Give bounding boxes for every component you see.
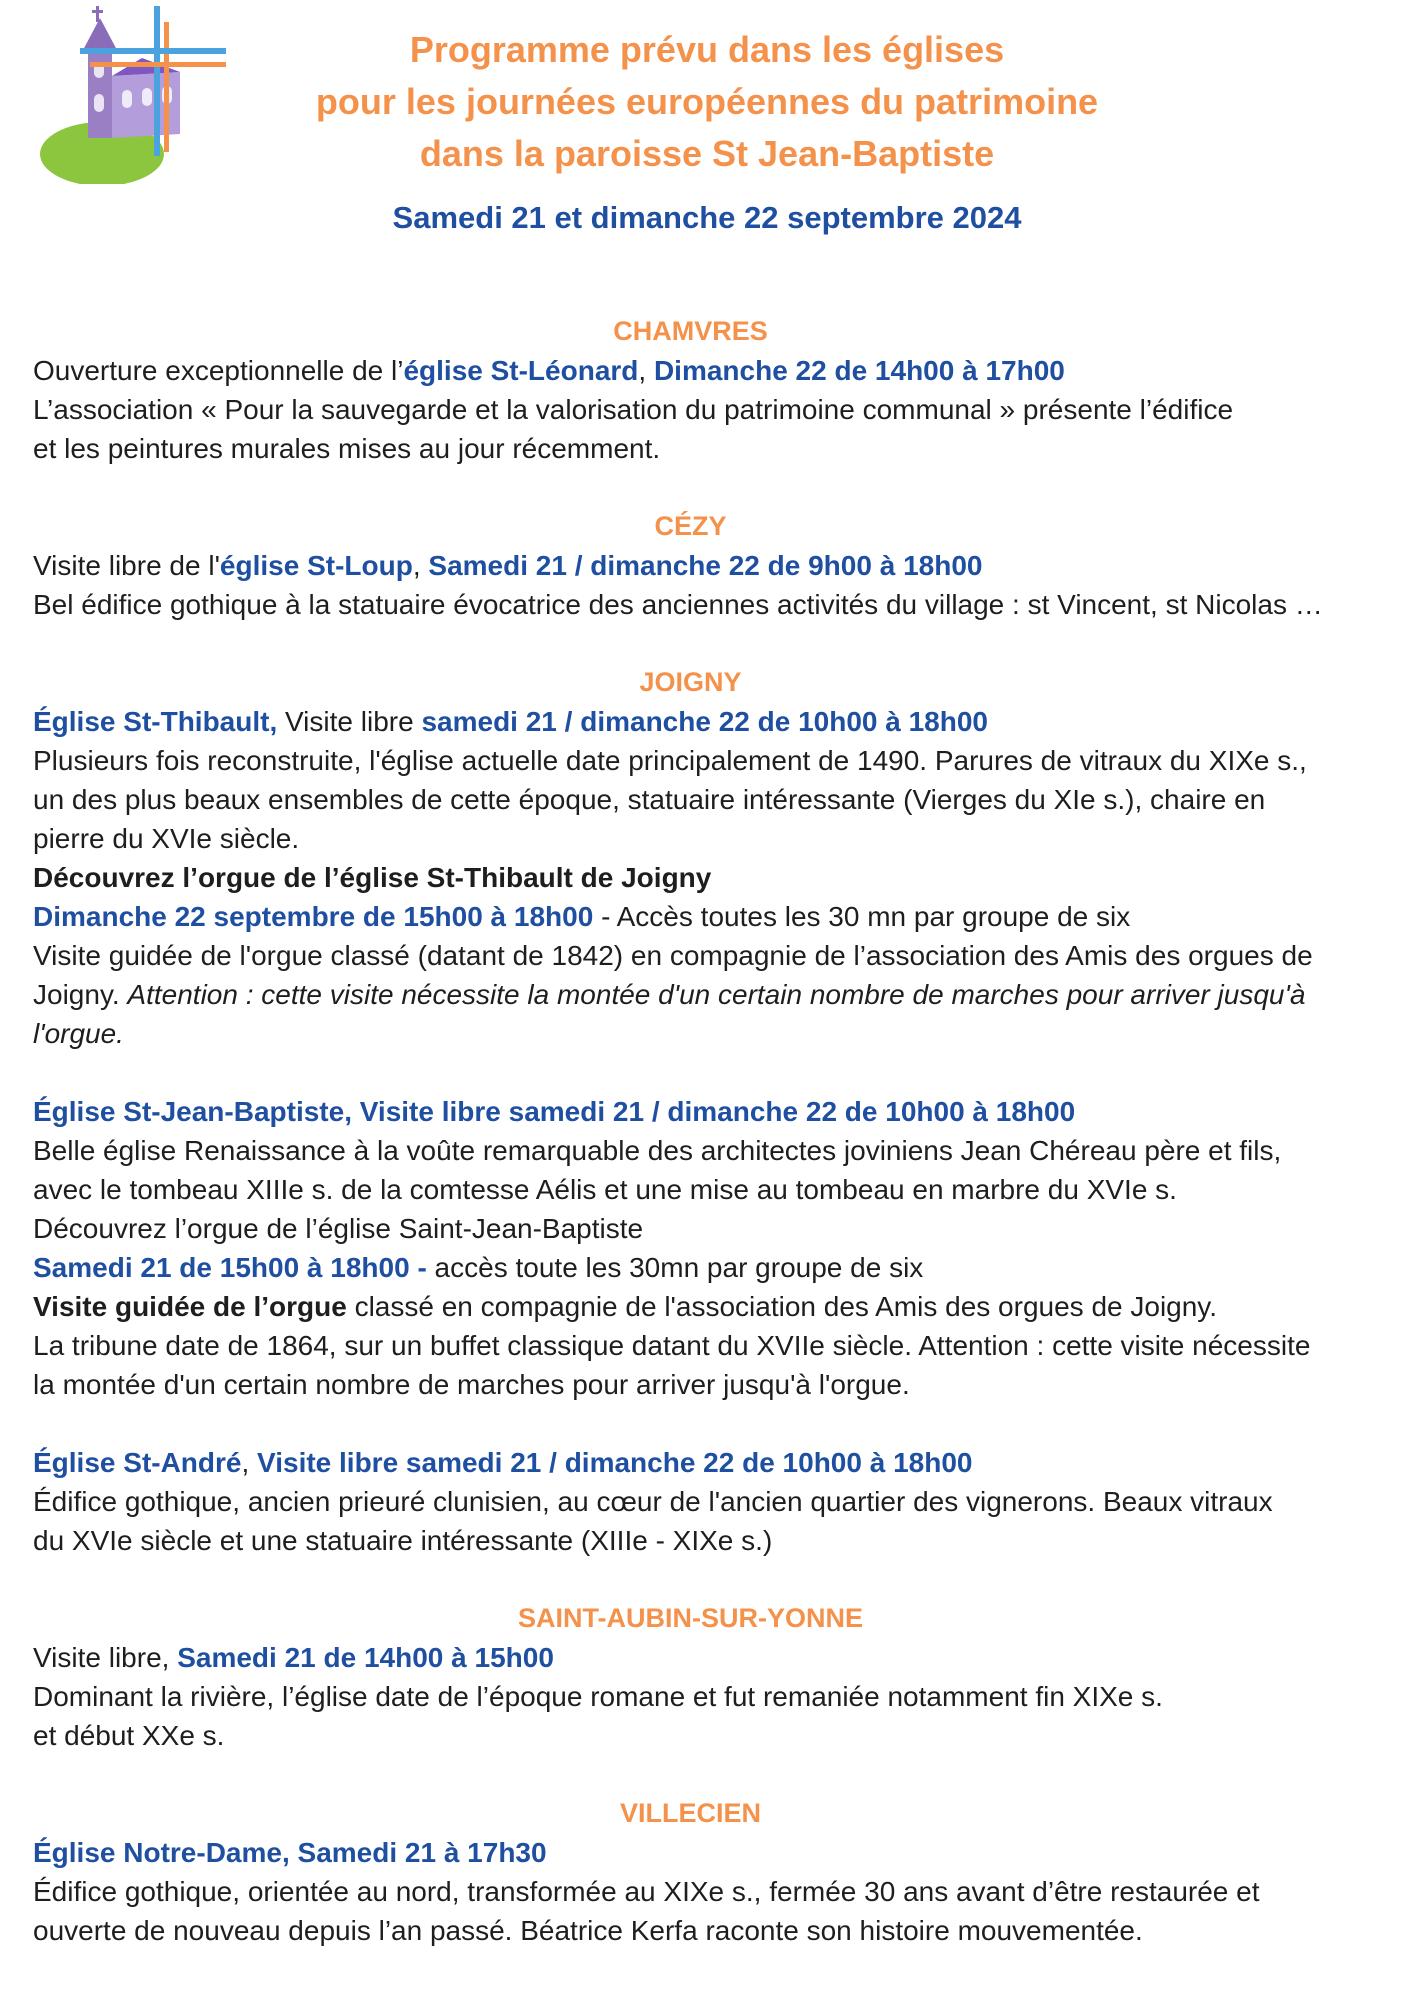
andre-description: Édifice gothique, ancien prieuré clunisien, au cœur de l'ancien quartier des vignerons. Beaux vitraux xyxy=(33,1486,1273,1517)
thibault-description: pierre du XVIe siècle. xyxy=(33,823,300,854)
thibault-organ-description: Visite guidée de l'orgue classé (datant de 1842) en compagnie de l’association des Amis des orgues de xyxy=(33,940,1313,971)
jb-organ-description: la montée d'un certain nombre de marches pour arriver jusqu'à l'orgue. xyxy=(33,1369,910,1400)
cezy-line-1: Visite libre de l'église St-Loup, Samedi 21 / dimanche 22 de 9h00 à 18h00 xyxy=(33,550,983,581)
church-name: Église St-Thibault, xyxy=(33,706,278,737)
thibault-description: Plusieurs fois reconstruite, l'église actuelle date principalement de 1490. Parures de vitraux du XIXe s., xyxy=(33,745,1307,776)
jb-description: avec le tombeau XIIIe s. de la comtesse Aélis et une mise au tombeau en marbre du XVIe s. xyxy=(33,1174,1177,1205)
programme-content xyxy=(33,312,1393,1950)
cezy-description: Bel édifice gothique à la statuaire évocatrice des anciennes activités du village : st Vincent, st Nicolas … xyxy=(33,589,1323,620)
town-heading-chamvres: CHAMVRES xyxy=(613,316,768,346)
visit-time: Visite libre samedi 21 / dimanche 22 de 10h00 à 18h00 xyxy=(257,1447,973,1478)
villecien-line-1: Église Notre-Dame, Samedi 21 à 17h30 xyxy=(33,1837,547,1868)
event-date: Samedi 21 et dimanche 22 septembre 2024 xyxy=(392,200,1022,235)
visit-time: samedi 21 / dimanche 22 de 10h00 à 18h00 xyxy=(421,706,988,737)
saintaubin-line-1: Visite libre, Samedi 21 de 14h00 à 15h00 xyxy=(33,1642,554,1673)
thibault-organ-time: Dimanche 22 septembre de 15h00 à 18h00 - Accès toutes les 30 mn par groupe de six xyxy=(33,901,1131,932)
jb-organ-description: La tribune date de 1864, sur un buffet classique datant du XVIIe siècle. Attention : cette visite nécessite xyxy=(33,1330,1311,1361)
jb-line-1: Église St-Jean-Baptiste, Visite libre samedi 21 / dimanche 22 de 10h00 à 18h00 xyxy=(33,1096,1076,1127)
thibault-line-1: Église St-Thibault, Visite libre samedi 21 / dimanche 22 de 10h00 à 18h00 xyxy=(33,706,988,737)
andre-line-1: Église St-André, Visite libre samedi 21 / dimanche 22 de 10h00 à 18h00 xyxy=(33,1447,973,1478)
jb-organ-description: Visite guidée de l’orgue classé en compagnie de l'association des Amis des orgues de Joigny. xyxy=(33,1291,1218,1322)
town-heading-joigny: JOIGNY xyxy=(639,667,742,697)
church-name: église St-Loup xyxy=(219,550,413,581)
thibault-organ-description: Joigny. Attention : cette visite nécessite la montée d'un certain nombre de marches pour arriver jusqu'à xyxy=(33,979,1306,1010)
thibault-organ-heading: Découvrez l’orgue de l’église St-Thibault de Joigny xyxy=(33,862,712,893)
visit-time: Dimanche 22 de 14h00 à 17h00 xyxy=(653,355,1065,386)
villecien-description: Édifice gothique, orientée au nord, transformée au XIXe s., fermée 30 ans avant d’être restaurée et xyxy=(33,1876,1260,1907)
chamvres-line-1: Ouverture exceptionnelle de l’église St-Léonard, Dimanche 22 de 14h00 à 17h00 xyxy=(33,355,1065,386)
andre-description: du XVIe siècle et une statuaire intéressante (XIIIe - XIXe s.) xyxy=(33,1525,773,1556)
church-name: Église St-André xyxy=(33,1447,242,1478)
jb-organ-heading: Découvrez l’orgue de l’église Saint-Jean-Baptiste xyxy=(33,1213,644,1244)
town-heading-villecien: VILLECIEN xyxy=(619,1798,761,1828)
chamvres-description: L’association « Pour la sauvegarde et la valorisation du patrimoine communal » présente l’édifice xyxy=(33,394,1234,425)
visit-time: Samedi 21 / dimanche 22 de 9h00 à 18h00 xyxy=(428,550,983,581)
chamvres-description: et les peintures murales mises au jour récemment. xyxy=(33,433,661,464)
town-heading-cezy: CÉZY xyxy=(654,511,727,541)
saintaubin-description: Dominant la rivière, l’église date de l’époque romane et fut remaniée notamment fin XIXe s. xyxy=(33,1681,1163,1712)
villecien-description: ouverte de nouveau depuis l’an passé. Béatrice Kerfa raconte son histoire mouvementée. xyxy=(33,1915,1143,1946)
title-line: Programme prévu dans les églises xyxy=(409,29,1005,70)
visit-time: Samedi 21 de 14h00 à 15h00 xyxy=(177,1642,554,1673)
jb-organ-time: Samedi 21 de 15h00 à 18h00 - accès toute les 30mn par groupe de six xyxy=(33,1252,924,1283)
thibault-organ-description: l'orgue. xyxy=(33,1018,124,1049)
church-name: église St-Léonard xyxy=(403,355,639,386)
title-line: pour les journées européennes du patrimoine xyxy=(315,81,1099,122)
saintaubin-description: et début XXe s. xyxy=(33,1720,225,1751)
title-line: dans la paroisse St Jean-Baptiste xyxy=(419,133,995,174)
page-title xyxy=(0,24,1414,180)
jb-description: Belle église Renaissance à la voûte remarquable des architectes joviniens Jean Chéreau père et fils, xyxy=(33,1135,1282,1166)
town-heading-saint-aubin: SAINT-AUBIN-SUR-YONNE xyxy=(517,1603,863,1633)
thibault-description: un des plus beaux ensembles de cette époque, statuaire intéressante (Vierges du XIe s.), chaire en xyxy=(33,784,1266,815)
